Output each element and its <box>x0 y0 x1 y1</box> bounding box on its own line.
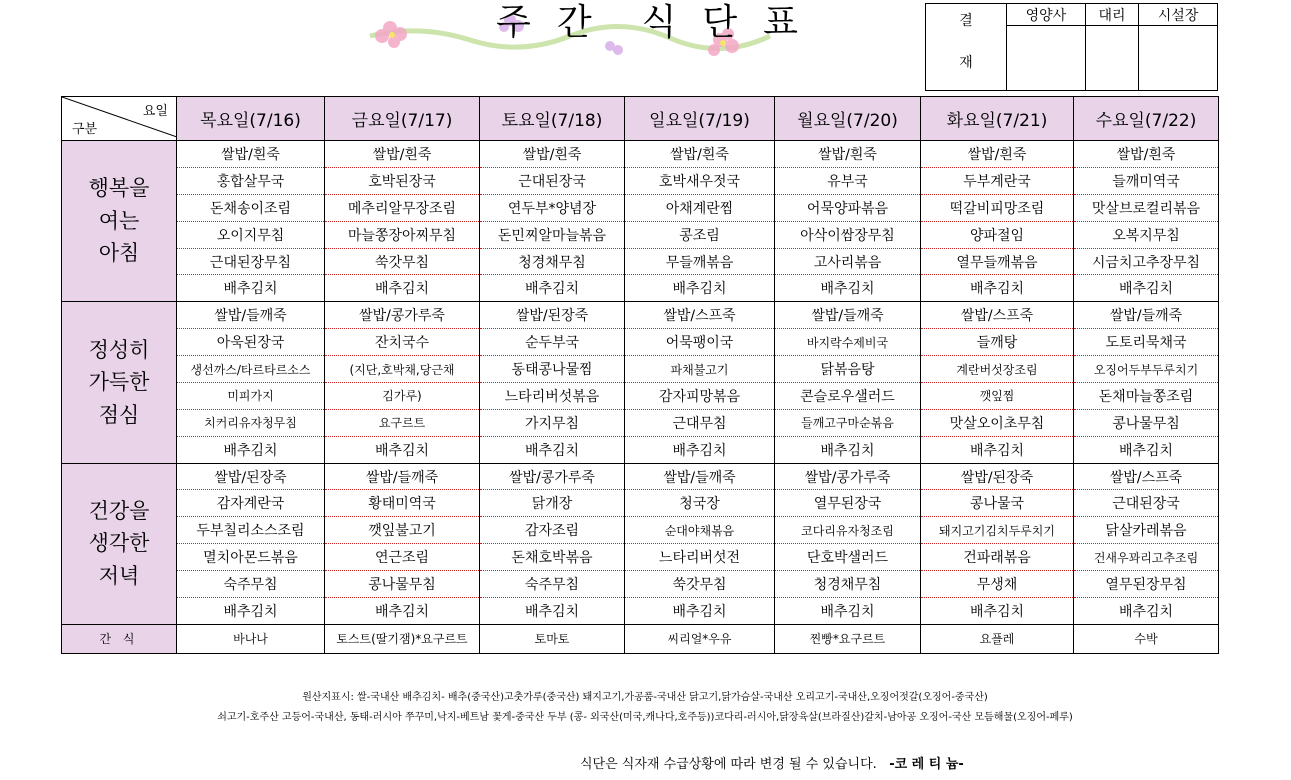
menu-item: 콘슬로우샐러드 <box>775 382 921 409</box>
day-header: 화요일(7/21) <box>921 97 1074 141</box>
title-char: 식 <box>641 2 683 43</box>
menu-item: 닭볶음탕 <box>775 356 921 383</box>
menu-item: 청국장 <box>625 490 775 517</box>
menu-row <box>62 248 1219 275</box>
snack-item: 바나나 <box>177 624 325 653</box>
menu-item: 열무된장국 <box>775 490 921 517</box>
snack-item: 요플레 <box>921 624 1074 653</box>
menu-item: 배추김치 <box>177 275 325 302</box>
approval-label-top: 결 <box>959 13 973 29</box>
menu-item: 순두부국 <box>480 329 625 356</box>
menu-item: 쌀밥/된장죽 <box>480 302 625 329</box>
menu-row <box>62 571 1219 598</box>
menu-row <box>62 167 1219 194</box>
title-char: 간 <box>556 2 598 43</box>
menu-item: 콩나물무침 <box>1074 409 1219 436</box>
menu-item: 가지무침 <box>480 409 625 436</box>
menu-item: 숙주무침 <box>177 571 325 598</box>
menu-item: 배추김치 <box>625 275 775 302</box>
menu-item: 맛살오이초무침 <box>921 409 1074 436</box>
menu-item: 쌀밥/스프죽 <box>1074 463 1219 490</box>
snack-item: 토마토 <box>480 624 625 653</box>
menu-item: 양파절임 <box>921 221 1074 248</box>
menu-item: 쌀밥/들깨죽 <box>775 302 921 329</box>
menu-item: 아욱된장국 <box>177 329 325 356</box>
menu-item: 쌀밥/된장죽 <box>921 463 1074 490</box>
menu-item: 배추김치 <box>1074 597 1219 624</box>
role-nutritionist: 영양사 <box>1007 4 1086 26</box>
role-director: 시설장 <box>1139 4 1218 26</box>
menu-item: 들깨탕 <box>921 329 1074 356</box>
menu-item: 김가루) <box>325 382 480 409</box>
approval-label-bottom: 재 <box>959 55 973 71</box>
snack-item: 토스트(딸기잼)*요구르트 <box>325 624 480 653</box>
day-header: 월요일(7/20) <box>775 97 921 141</box>
menu-item: 배추김치 <box>325 597 480 624</box>
menu-item: 맛살브로컬리볶음 <box>1074 194 1219 221</box>
menu-item: 쌀밥/콩가루죽 <box>480 463 625 490</box>
menu-item: 쌀밥/콩가루죽 <box>775 463 921 490</box>
menu-item: 홍합살무국 <box>177 167 325 194</box>
meal-label-line: 저녁 <box>98 563 140 588</box>
menu-row <box>62 597 1219 624</box>
approval-box <box>925 3 1218 91</box>
menu-item: 감자조림 <box>480 517 625 544</box>
snack-item: 씨리얼*우유 <box>625 624 775 653</box>
menu-item: 쌀밥/들깨죽 <box>625 463 775 490</box>
menu-item: 쌀밥/콩가루죽 <box>325 302 480 329</box>
menu-item: 쌀밥/스프죽 <box>625 302 775 329</box>
menu-item: 시금치고추장무침 <box>1074 248 1219 275</box>
signature-cell[interactable] <box>1007 26 1086 91</box>
origin-notice-line-1: 원산지표시: 쌀-국내산 배추김치- 배추(중국산)고춧가루(중국산) 돼지고기,가공품-국내산 닭고기,닭가슴살-국내산 오리고기-국내산,오징어젓갈(오징어-중국산) <box>302 692 988 703</box>
title-char: 단 <box>702 2 744 43</box>
menu-row <box>62 544 1219 571</box>
menu-item: 쌀밥/흰죽 <box>1074 141 1219 168</box>
menu-item: 배추김치 <box>325 275 480 302</box>
corner-division-label: 구분 <box>72 122 98 138</box>
menu-row <box>62 382 1219 409</box>
menu-item: 계란버섯장조림 <box>921 356 1074 383</box>
menu-item: 고사리볶음 <box>775 248 921 275</box>
menu-item: 청경채무침 <box>775 571 921 598</box>
menu-item: 배추김치 <box>921 275 1074 302</box>
menu-item: 콩나물국 <box>921 490 1074 517</box>
menu-item: 어묵양파볶음 <box>775 194 921 221</box>
menu-row <box>62 436 1219 463</box>
role-deputy: 대리 <box>1085 4 1138 26</box>
menu-item: 무들깨볶음 <box>625 248 775 275</box>
menu-row <box>62 356 1219 383</box>
day-header: 목요일(7/16) <box>177 97 325 141</box>
menu-item: 근대된장무침 <box>177 248 325 275</box>
menu-item: 숙주무침 <box>480 571 625 598</box>
menu-item: 멸치아몬드볶음 <box>177 544 325 571</box>
menu-item: 배추김치 <box>480 597 625 624</box>
menu-item: 쌀밥/흰죽 <box>775 141 921 168</box>
title-char: 주 <box>496 2 537 43</box>
day-header: 금요일(7/17) <box>325 97 480 141</box>
menu-item: 요구르트 <box>325 409 480 436</box>
menu-item: 쌀밥/흰죽 <box>177 141 325 168</box>
menu-item: (지단,호박채,당근채 <box>325 356 480 383</box>
menu-item: 두부칠리소스조림 <box>177 517 325 544</box>
menu-item: 생선까스/타르타르소스 <box>177 356 325 383</box>
menu-item: 배추김치 <box>921 436 1074 463</box>
menu-item: 건새우꽈리고추조림 <box>1074 544 1219 571</box>
menu-item: 두부계란국 <box>921 167 1074 194</box>
menu-item: 쌀밥/흰죽 <box>325 141 480 168</box>
meal-label-line: 생각한 <box>88 531 150 556</box>
meal-label-line: 아침 <box>98 241 140 266</box>
menu-item: 단호박샐러드 <box>775 544 921 571</box>
signature-cell[interactable] <box>1139 26 1218 91</box>
origin-notice-line-2: 쇠고기-호주산 고등어-국내산, 동태-러시아 쭈꾸미,낙지-베트남 꽃게-중국산 두부 (콩- 외국산(미국,캐나다,호주등))코다리-러시아,닭장육살(브라질산)갈치-남아공 오징어-국산 모듬해물(오징어-페루) <box>217 712 1073 723</box>
menu-item: 배추김치 <box>480 275 625 302</box>
menu-item: 열무된장무침 <box>1074 571 1219 598</box>
menu-item: 배추김치 <box>177 597 325 624</box>
menu-item: 느타리버섯볶음 <box>480 382 625 409</box>
menu-item: 쑥갓무침 <box>325 248 480 275</box>
menu-item: 쌀밥/스프죽 <box>921 302 1074 329</box>
menu-item: 오복지무침 <box>1074 221 1219 248</box>
menu-item: 오징어두부두루치기 <box>1074 356 1219 383</box>
menu-item: 배추김치 <box>1074 275 1219 302</box>
menu-item: 호박된장국 <box>325 167 480 194</box>
menu-item: 어묵팽이국 <box>625 329 775 356</box>
menu-item: 청경채무침 <box>480 248 625 275</box>
company-sign: -코 레 티 늄- <box>889 757 964 772</box>
menu-item: 들깨고구마순볶음 <box>775 409 921 436</box>
menu-item: 돈채호박볶음 <box>480 544 625 571</box>
menu-item: 쌀밥/들깨죽 <box>1074 302 1219 329</box>
menu-item: 연두부*양념장 <box>480 194 625 221</box>
menu-row <box>62 329 1219 356</box>
change-notice-text: 식단은 식자재 수급상황에 따라 변경 될 수 있습니다. <box>580 757 877 772</box>
menu-item: 미피가지 <box>177 382 325 409</box>
menu-item: 도토리묵채국 <box>1074 329 1219 356</box>
corner-day-label: 요일 <box>142 104 168 119</box>
day-header: 토요일(7/18) <box>480 97 625 141</box>
menu-item: 들깨미역국 <box>1074 167 1219 194</box>
menu-item: 돈민찌알마늘볶음 <box>480 221 625 248</box>
menu-item: 쌀밥/흰죽 <box>921 141 1074 168</box>
page-title <box>440 0 860 43</box>
menu-item: 무생채 <box>921 571 1074 598</box>
menu-item: 메추리알무장조림 <box>325 194 480 221</box>
menu-item: 파채불고기 <box>625 356 775 383</box>
menu-item: 감자피망볶음 <box>625 382 775 409</box>
menu-item: 느타리버섯전 <box>625 544 775 571</box>
meal-label-line: 행복을 <box>88 176 150 201</box>
menu-item: 연근조림 <box>325 544 480 571</box>
menu-item: 쑥갓무침 <box>625 571 775 598</box>
meal-label-line: 건강을 <box>88 498 150 523</box>
menu-item: 깻잎불고기 <box>325 517 480 544</box>
menu-item: 감자계란국 <box>177 490 325 517</box>
menu-item: 아삭이쌈장무침 <box>775 221 921 248</box>
menu-item: 치커리유자청무침 <box>177 409 325 436</box>
snack-label: 간 식 <box>62 624 177 653</box>
menu-item: 배추김치 <box>177 436 325 463</box>
menu-item: 배추김치 <box>325 436 480 463</box>
menu-row <box>62 463 1219 490</box>
corner-cell <box>62 97 177 141</box>
meal-label-line: 정성히 <box>88 337 150 362</box>
weekly-menu-table <box>61 96 1219 654</box>
menu-row <box>62 221 1219 248</box>
approval-label <box>926 4 1007 91</box>
menu-item: 떡갈비피망조림 <box>921 194 1074 221</box>
meal-label <box>62 463 177 624</box>
menu-item: 돈채마늘쫑조림 <box>1074 382 1219 409</box>
menu-item: 배추김치 <box>775 597 921 624</box>
day-header: 수요일(7/22) <box>1074 97 1219 141</box>
day-header: 일요일(7/19) <box>625 97 775 141</box>
menu-item: 마늘쫑장아찌무침 <box>325 221 480 248</box>
day-header-row <box>62 97 1219 141</box>
menu-row <box>62 194 1219 221</box>
meal-label <box>62 141 177 302</box>
menu-item: 배추김치 <box>625 597 775 624</box>
menu-row <box>62 517 1219 544</box>
snack-row <box>62 624 1219 653</box>
menu-item: 쌀밥/흰죽 <box>480 141 625 168</box>
menu-item: 배추김치 <box>775 436 921 463</box>
menu-row <box>62 409 1219 436</box>
meal-label-line: 여는 <box>98 208 140 233</box>
menu-item: 근대된장국 <box>480 167 625 194</box>
menu-item: 열무들깨볶음 <box>921 248 1074 275</box>
menu-item: 황태미역국 <box>325 490 480 517</box>
menu-row <box>62 275 1219 302</box>
menu-item: 근대된장국 <box>1074 490 1219 517</box>
menu-item: 쌀밥/들깨죽 <box>325 463 480 490</box>
menu-item: 배추김치 <box>921 597 1074 624</box>
menu-item: 호박새우젓국 <box>625 167 775 194</box>
menu-item: 콩조림 <box>625 221 775 248</box>
title-char: 표 <box>763 2 804 43</box>
menu-item: 콩나물무침 <box>325 571 480 598</box>
snack-item: 수박 <box>1074 624 1219 653</box>
menu-item: 잔치국수 <box>325 329 480 356</box>
menu-item: 동태콩나물찜 <box>480 356 625 383</box>
menu-row <box>62 302 1219 329</box>
menu-item: 순대야채볶음 <box>625 517 775 544</box>
change-notice <box>580 753 964 772</box>
menu-item: 유부국 <box>775 167 921 194</box>
meal-label-line: 가득한 <box>88 370 150 395</box>
menu-item: 돈채송이조림 <box>177 194 325 221</box>
menu-item: 배추김치 <box>625 436 775 463</box>
menu-item: 닭개장 <box>480 490 625 517</box>
snack-item: 찐빵*요구르트 <box>775 624 921 653</box>
menu-item: 코다리유자청조림 <box>775 517 921 544</box>
menu-item: 배추김치 <box>480 436 625 463</box>
menu-item: 배추김치 <box>1074 436 1219 463</box>
meal-label-line: 점심 <box>98 402 140 427</box>
menu-item: 쌀밥/된장죽 <box>177 463 325 490</box>
menu-item: 돼지고기김치두루치기 <box>921 517 1074 544</box>
meal-label <box>62 302 177 463</box>
menu-item: 닭살카레볶음 <box>1074 517 1219 544</box>
menu-item: 쌀밥/흰죽 <box>625 141 775 168</box>
menu-row <box>62 490 1219 517</box>
signature-cell[interactable] <box>1085 26 1138 91</box>
menu-row <box>62 141 1219 168</box>
menu-item: 배추김치 <box>775 275 921 302</box>
menu-item: 건파래볶음 <box>921 544 1074 571</box>
menu-item: 쌀밥/들깨죽 <box>177 302 325 329</box>
menu-item: 바지락수제비국 <box>775 329 921 356</box>
menu-item: 깻잎찜 <box>921 382 1074 409</box>
menu-item: 오이지무침 <box>177 221 325 248</box>
menu-item: 근대무침 <box>625 409 775 436</box>
menu-item: 아채계란찜 <box>625 194 775 221</box>
